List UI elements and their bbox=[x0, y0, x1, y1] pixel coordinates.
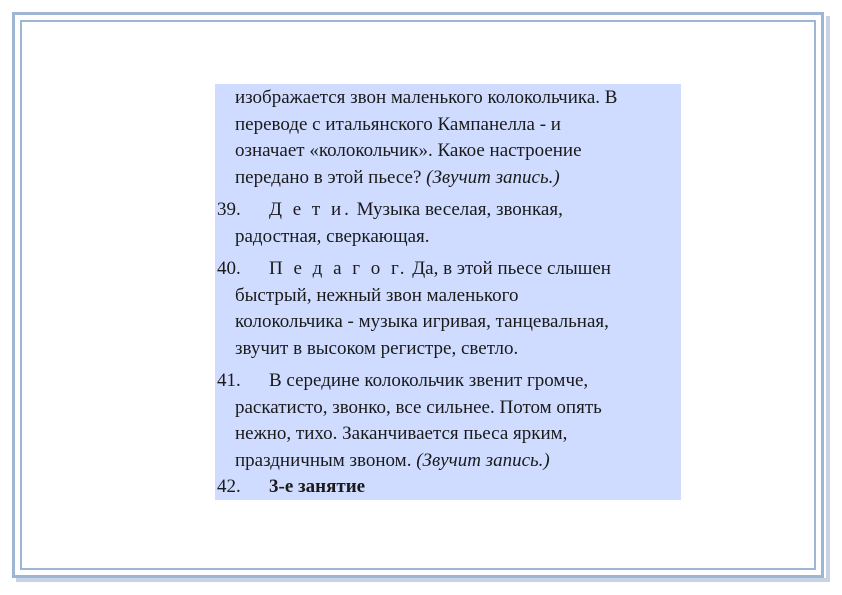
paragraph-39 bbox=[215, 197, 681, 250]
text-line bbox=[235, 256, 681, 283]
lesson-heading: 3-е занятие bbox=[269, 476, 366, 497]
paragraph-41 bbox=[215, 368, 681, 474]
stage-direction: (Звучит запись.) bbox=[426, 166, 560, 188]
text-line bbox=[235, 197, 681, 224]
text-line: раскатисто, звонко, все сильнее. Потом опять bbox=[235, 396, 602, 418]
text-line: колокольчика - музыка игривая, танцевальная, bbox=[235, 311, 609, 332]
text-plain: В середине колокольчик звенит громче, bbox=[269, 370, 589, 391]
text-line: звучит в высоком регистре, светло. bbox=[235, 337, 519, 359]
text-line bbox=[235, 448, 681, 475]
text-line: изображается звон маленького колокольчика. В bbox=[235, 87, 618, 108]
text-plain: Музыка веселая, звонкая, bbox=[351, 199, 563, 220]
text-line bbox=[235, 368, 681, 395]
text-line: нежно, тихо. Заканчивается пьеса ярким, bbox=[235, 423, 568, 444]
paragraph-continuation bbox=[215, 84, 681, 191]
speaker-name: П е д а г о г. bbox=[269, 258, 408, 279]
paragraph-40 bbox=[215, 256, 681, 362]
speaker-name: Д е т и. bbox=[269, 199, 352, 220]
text-line bbox=[235, 165, 681, 192]
paragraph-number: 39. bbox=[217, 199, 241, 220]
text-line bbox=[235, 474, 681, 501]
text-box bbox=[215, 84, 681, 500]
frame-shadow-bottom bbox=[16, 578, 830, 582]
text-line: быстрый, нежный звон маленького bbox=[235, 284, 519, 306]
text-plain: Да, в этой пьесе слышен bbox=[407, 258, 611, 279]
paragraph-number: 41. bbox=[217, 370, 241, 391]
paragraph-number: 42. bbox=[217, 476, 241, 497]
text-line: радостная, сверкающая. bbox=[235, 225, 430, 247]
stage-direction: (Звучит запись.) bbox=[416, 449, 550, 471]
text-line: означает «колокольчик». Какое настроение bbox=[235, 140, 582, 161]
text-plain: праздничным звоном. bbox=[235, 449, 417, 471]
paragraph-42 bbox=[215, 474, 681, 501]
text-plain: передано в этой пьесе? bbox=[235, 166, 427, 188]
text-line: переводе с итальянского Кампанелла - и bbox=[235, 113, 561, 135]
frame-shadow-right bbox=[826, 16, 830, 580]
paragraph-number: 40. bbox=[217, 258, 241, 279]
